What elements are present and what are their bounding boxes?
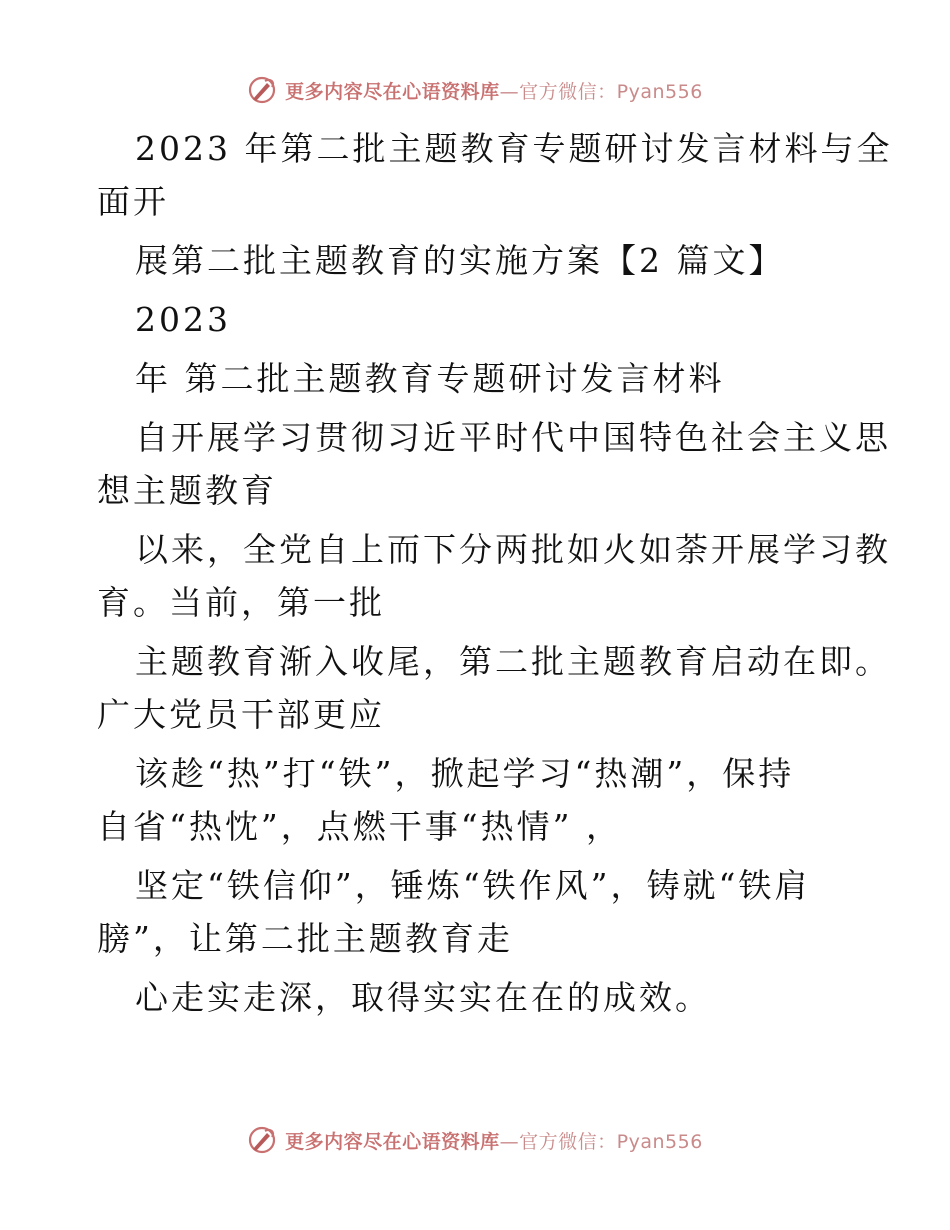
watermark-brand: 更多内容尽在心语资料库	[285, 1130, 500, 1153]
watermark-brand: 更多内容尽在心语资料库	[285, 80, 500, 103]
paragraph-line: 坚定“铁信仰”，锤炼“铁作风”，铸就“铁肩	[135, 866, 811, 905]
title-line-3: 展第二批主题教育的实施方案【2 篇文】	[135, 241, 785, 280]
paragraph-line: 膀”，让第二批主题教育走	[97, 919, 513, 958]
paragraph-line: 想主题教育	[97, 471, 277, 510]
quill-seal-icon	[247, 1125, 277, 1155]
document-body	[97, 122, 893, 1024]
section-title: 年 第二批主题教育专题研讨发言材料	[135, 359, 725, 398]
paragraph-line: 育。当前，第一批	[97, 583, 385, 622]
year-line: 2023	[135, 300, 231, 339]
title-line-1: 2023 年第二批主题教育专题研讨发言材料与全	[135, 129, 893, 168]
paragraph-line: 广大党员干部更应	[97, 695, 385, 734]
paragraph-line: 心走实走深，取得实实在在的成效。	[135, 978, 711, 1017]
quill-seal-icon	[247, 75, 277, 105]
paragraph-line: 自开展学习贯彻习近平时代中国特色社会主义思	[135, 418, 891, 457]
paragraph-line: 主题教育渐入收尾，第二批主题教育启动在即。	[135, 642, 891, 681]
paragraph-line: 自省“热忱”，点燃干事“热情” ，	[97, 807, 622, 846]
watermark-text	[285, 1127, 703, 1154]
watermark-text	[285, 77, 703, 104]
paragraph-line: 该趁“热”打“铁”，掀起学习“热潮”，保持	[135, 754, 795, 793]
paragraph-line: 以来，全党自上而下分两批如火如荼开展学习教	[135, 530, 891, 569]
watermark-contact: —官方微信：Pyan556	[499, 80, 703, 103]
title-line-2: 面开	[97, 182, 169, 221]
watermark-contact: —官方微信：Pyan556	[499, 1130, 703, 1153]
header-watermark	[0, 70, 950, 110]
footer-watermark	[0, 1120, 950, 1160]
